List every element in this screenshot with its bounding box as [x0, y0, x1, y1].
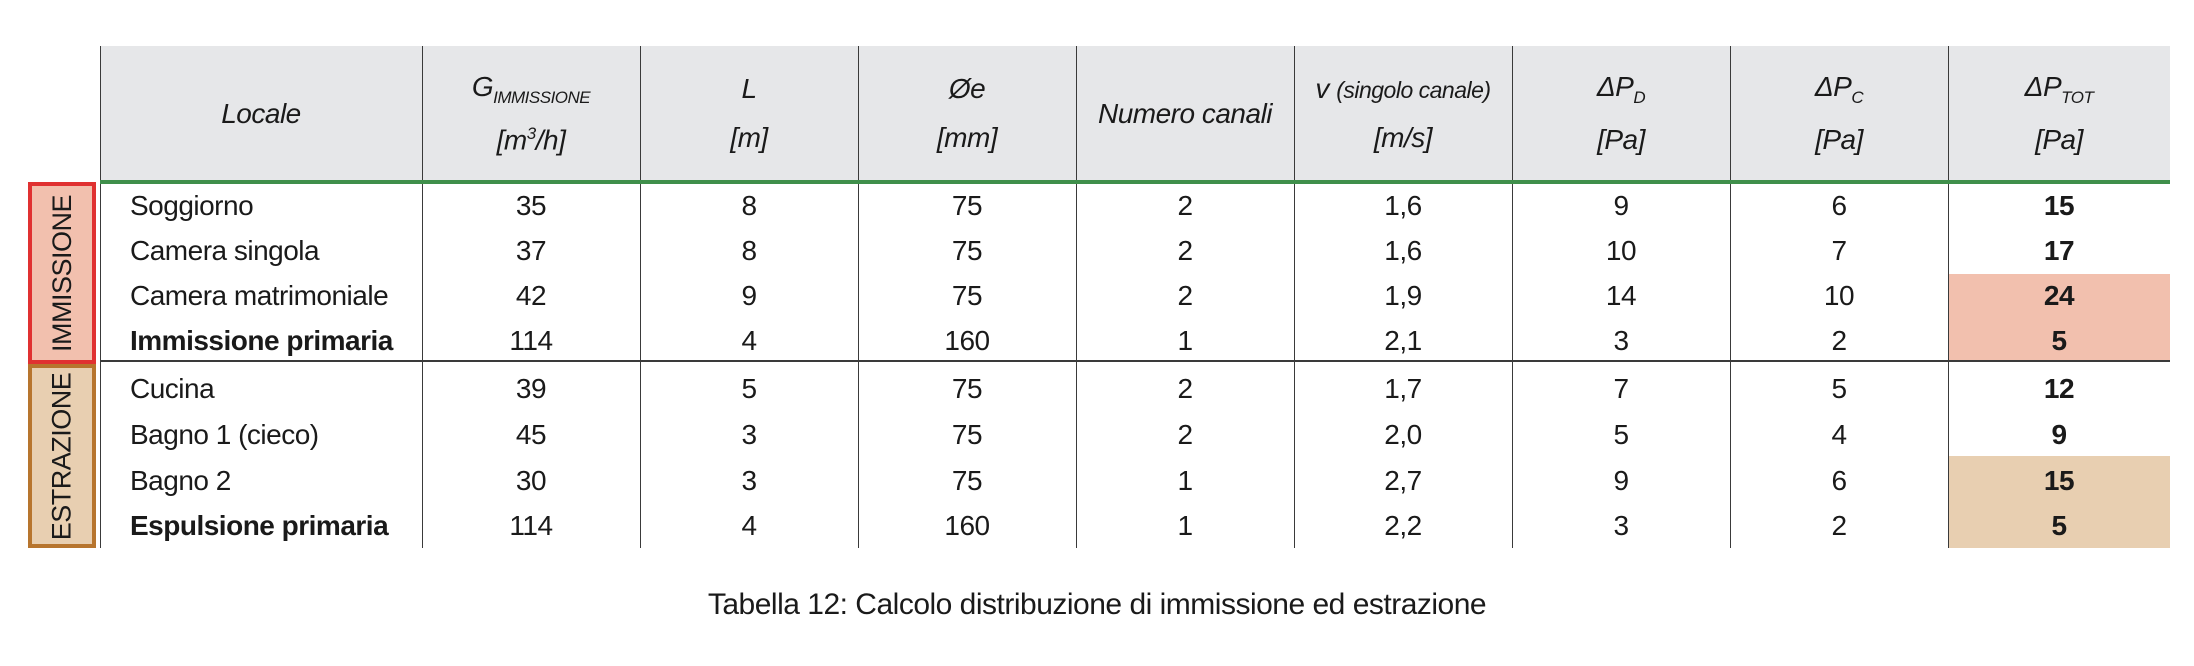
cell-g: 114: [509, 510, 553, 541]
header-label: v (singolo canale): [1315, 73, 1491, 105]
cell-ptot: 12: [2043, 373, 2075, 404]
cell-pd: 5: [1613, 419, 1629, 450]
header-unit: [m/s]: [1373, 122, 1433, 153]
cell-ptot: 5: [2051, 325, 2067, 356]
column-divider: [100, 46, 101, 548]
column-divider: [1512, 46, 1513, 548]
header-label: L: [741, 73, 757, 105]
cell-g: 42: [515, 280, 547, 311]
cell-pd: 9: [1613, 190, 1629, 221]
cell-ptot: 15: [2043, 465, 2075, 496]
group-separator: [100, 360, 2170, 362]
cell-name: Soggiorno: [130, 190, 254, 221]
header-locale: [100, 46, 422, 182]
column-divider: [422, 46, 423, 548]
cell-pd: 3: [1613, 510, 1629, 541]
group-label-estrazione: ESTRAZIONE: [28, 364, 96, 548]
cell-l: 4: [741, 510, 757, 541]
cell-l: 8: [741, 190, 757, 221]
cell-v: 2,2: [1384, 510, 1422, 541]
header-label: $\Delta P_{TOT}$: [2024, 70, 2094, 107]
column-divider: [640, 46, 641, 548]
header-unit: [mm]: [936, 122, 998, 153]
header-label: Locale: [221, 97, 301, 129]
cell-g: 114: [509, 325, 553, 356]
table-row: [100, 366, 2170, 411]
header-label: $\Delta P_D$: [1596, 70, 1646, 107]
header-numero-canali: [1076, 46, 1294, 182]
header-dp-tot: [1948, 46, 2170, 182]
header-dp-d: [1512, 46, 1730, 182]
cell-l: 9: [741, 280, 757, 311]
cell-de: 75: [951, 280, 983, 311]
cell-pc: 6: [1831, 190, 1847, 221]
cell-name: Bagno 2: [130, 465, 231, 496]
cell-l: 3: [741, 465, 757, 496]
cell-l: 4: [741, 325, 757, 356]
cell-ptot: 9: [2051, 419, 2067, 450]
header-unit: $[m^3/h]$: [496, 124, 566, 156]
cell-v: 2,0: [1384, 419, 1422, 450]
cell-g: 39: [515, 373, 547, 404]
cell-g: 30: [515, 465, 547, 496]
cell-n: 1: [1177, 510, 1193, 541]
cell-n: 2: [1177, 280, 1193, 311]
cell-ptot: 5: [2051, 510, 2067, 541]
group-label-immissione: IMMISSIONE: [28, 182, 96, 364]
cell-v: 1,6: [1384, 190, 1422, 221]
header-dp-c: [1730, 46, 1948, 182]
header-g-immissione: [422, 46, 640, 182]
column-divider: [1730, 46, 1731, 548]
cell-n: 2: [1177, 419, 1193, 450]
cell-l: 5: [741, 373, 757, 404]
header-diameter: [858, 46, 1076, 182]
cell-name: Immissione primaria: [130, 325, 393, 356]
cell-n: 2: [1177, 235, 1193, 266]
cell-de: 160: [944, 325, 990, 356]
cell-pc: 6: [1831, 465, 1847, 496]
cell-pc: 5: [1831, 373, 1847, 404]
header-label: Numero canali: [1097, 97, 1273, 129]
cell-name: Espulsione primaria: [130, 510, 389, 541]
cell-g: 37: [515, 235, 547, 266]
cell-de: 75: [951, 235, 983, 266]
cell-n: 1: [1177, 325, 1193, 356]
column-divider: [858, 46, 859, 548]
header-rule: [100, 180, 2170, 184]
header-unit: [Pa]: [1597, 124, 1645, 156]
header-unit: [Pa]: [2035, 124, 2083, 156]
cell-l: 8: [741, 235, 757, 266]
header-label: $G_{IMMISSIONE}$: [471, 70, 591, 107]
cell-v: 1,6: [1384, 235, 1422, 266]
cell-l: 3: [741, 419, 757, 450]
cell-v: 1,7: [1384, 373, 1422, 404]
cell-ptot: 17: [2043, 235, 2075, 266]
cell-n: 1: [1177, 465, 1193, 496]
table-row: [100, 273, 2170, 318]
header-velocity: [1294, 46, 1512, 182]
cell-ptot: 15: [2043, 190, 2075, 221]
cell-pc: 7: [1831, 235, 1847, 266]
table-row: [100, 183, 2170, 228]
header-l: [640, 46, 858, 182]
table-row: [100, 458, 2170, 503]
cell-pc: 2: [1831, 510, 1847, 541]
header-label: $\Delta P_C$: [1814, 70, 1864, 107]
cell-pc: 2: [1831, 325, 1847, 356]
cell-ptot: 24: [2043, 280, 2075, 311]
column-divider: [1948, 46, 1949, 548]
cell-v: 2,1: [1384, 325, 1422, 356]
cell-pd: 3: [1613, 325, 1629, 356]
table-row: [100, 318, 2170, 363]
cell-pd: 7: [1613, 373, 1629, 404]
cell-pc: 4: [1831, 419, 1847, 450]
table-row: [100, 228, 2170, 273]
cell-name: Camera singola: [130, 235, 320, 266]
cell-n: 2: [1177, 190, 1193, 221]
header-unit: [m]: [730, 122, 768, 153]
cell-name: Bagno 1 (cieco): [130, 419, 319, 450]
cell-name: Camera matrimoniale: [130, 280, 389, 311]
cell-de: 160: [944, 510, 990, 541]
column-divider: [1294, 46, 1295, 548]
cell-pd: 14: [1605, 280, 1637, 311]
table-caption: Tabella 12: Calcolo distribuzione di immissione ed estrazione: [707, 588, 1487, 621]
cell-pd: 10: [1605, 235, 1637, 266]
table-row: [100, 503, 2170, 548]
cell-pc: 10: [1823, 280, 1855, 311]
header-unit: [Pa]: [1815, 124, 1863, 156]
table-row: [100, 412, 2170, 457]
cell-g: 45: [515, 419, 547, 450]
cell-pd: 9: [1613, 465, 1629, 496]
cell-de: 75: [951, 373, 983, 404]
cell-n: 2: [1177, 373, 1193, 404]
header-label: Øe: [948, 73, 986, 105]
cell-g: 35: [515, 190, 547, 221]
cell-de: 75: [951, 419, 983, 450]
cell-de: 75: [951, 190, 983, 221]
cell-v: 2,7: [1384, 465, 1422, 496]
cell-v: 1,9: [1384, 280, 1422, 311]
column-divider: [1076, 46, 1077, 548]
cell-name: Cucina: [130, 373, 215, 404]
cell-de: 75: [951, 465, 983, 496]
